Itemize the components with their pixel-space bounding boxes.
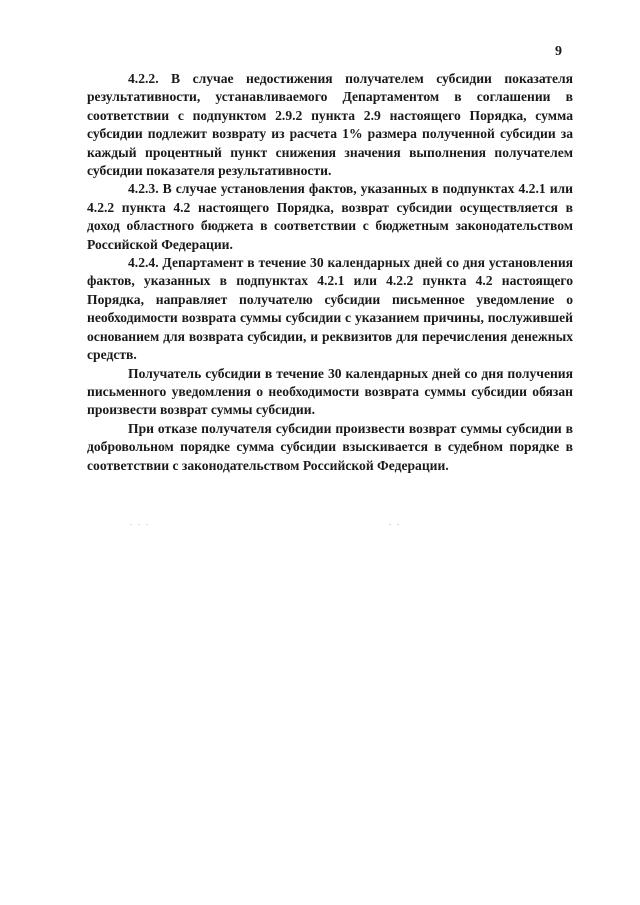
paragraph-refusal-recovery: При отказе получателя субсидии произвести возврат суммы субсидии в добровольном порядке сумма субсидии взыскивается в судебном порядке в соответствии с законодательством Российской Федерации.	[87, 420, 573, 473]
paragraph-4-2-2: 4.2.2. В случае недостижения получателем субсидии показателя результативности, устанавливаемого Департаментом в соглашении в соответствии с подпунктом 2.9.2 пункта 2.9 настоящего Порядка, сумма субсидии подлежит возврату из расчета 1% размера полученной субсидии за каждый процентный пункт снижения значения выполнения получателем субсидии показателя результативности.	[87, 71, 573, 179]
document-body	[87, 70, 573, 475]
paragraph-4-2-4: 4.2.4. Департамент в течение 30 календарных дней со дня установления фактов, указанных в подпунктах 4.2.1 или 4.2.2 пункта 4.2 настоящего Порядка, направляет получателю субсидии письменное уведомление о необходимости возврата суммы субсидии с указанием причины, послужившей основанием для возврата субсидии, и реквизитов для перечисления денежных средств.	[87, 255, 573, 363]
paragraph-4-2-3: 4.2.3. В случае установления фактов, указанных в подпунктах 4.2.1 или 4.2.2 пункта 4.2 настоящего Порядка, возврат субсидии осуществляется в доход областного бюджета в соответствии с бюджетным законодательством Российской Федерации.	[87, 181, 573, 252]
scan-artifact-right: . .	[389, 518, 401, 527]
paragraph-recipient-obligation: Получатель субсидии в течение 30 календарных дней со дня получения письменного уведомления о необходимости возврата суммы субсидии обязан произвести возврат суммы субсидии.	[87, 365, 573, 418]
page-number: 9	[555, 44, 562, 59]
scan-artifact-left: . . .	[130, 518, 150, 527]
